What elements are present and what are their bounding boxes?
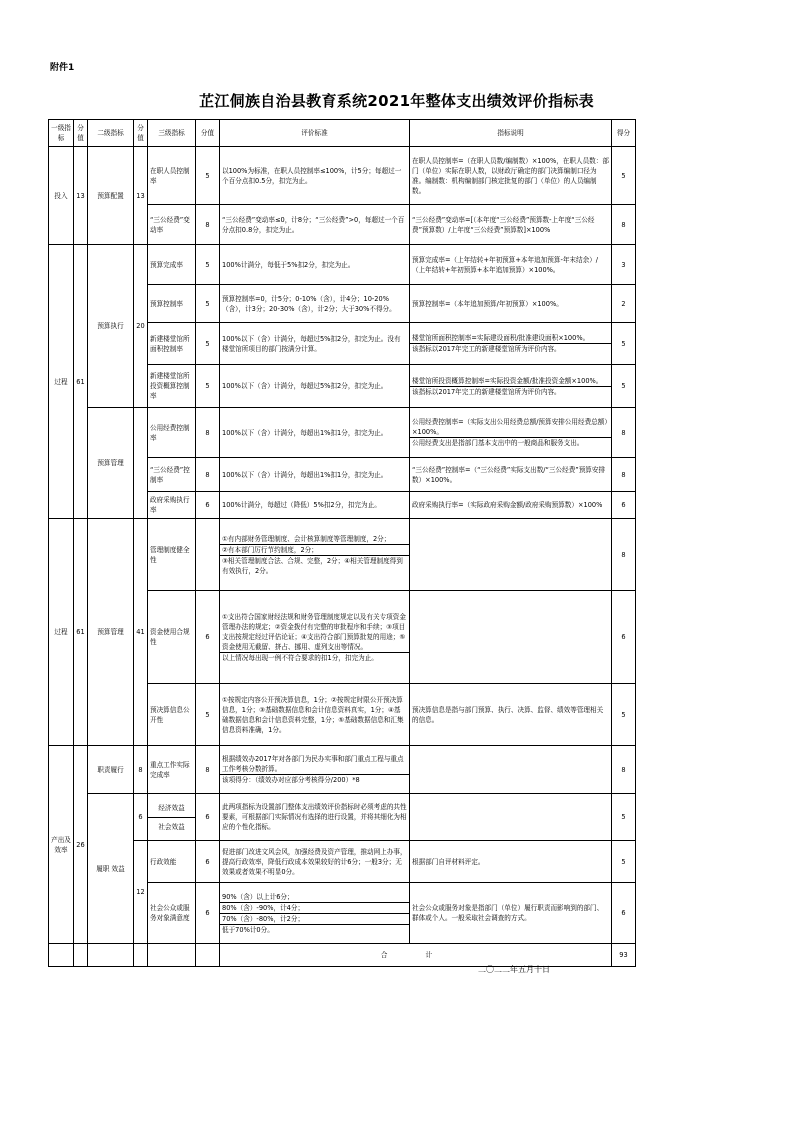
score-value: 8 [612, 205, 636, 245]
indicator-name: 政府采购执行率 [148, 492, 196, 519]
indicator-name: 在职人员控制率 [148, 147, 196, 205]
score-value: 8 [612, 458, 636, 492]
explain-text: 在职人员控制率=（在职人员数/编制数）×100%，在职人员数：部门（单位）实际在职人数，以财政厅确定的部门决算编制口径为准。编制数：机构编制部门核定批复的部门（单位）的人员编制数。 [410, 147, 612, 205]
criteria-line: 80%（含）-90%，计4分； [222, 903, 305, 912]
explain-line: 楼堂馆所投资概算控制率=实际投资金额/批准投资金额×100%。 [412, 376, 603, 385]
criteria-text [220, 591, 410, 684]
score-value: 6 [612, 492, 636, 519]
header-row [49, 120, 636, 147]
indicator-name: 资金使用合规性 [148, 591, 196, 684]
explain-text [410, 365, 612, 408]
indicator-score: 6 [196, 841, 220, 883]
header-criteria: 评价标准 [220, 120, 410, 147]
l2-perf: 履职 效益 [88, 794, 134, 944]
score-value: 5 [612, 365, 636, 408]
l2-budget-mgmt-score: 41 [134, 519, 148, 746]
criteria-line: 根据绩效办2017年对各部门为民办实事和部门重点工程与重点工作考核分数折算。 [222, 755, 404, 773]
criteria-line: ②有本部门厉行节约制度，2分； [222, 545, 318, 554]
explain-line: 楼堂馆所面积控制率=实际建设面积/批准建设面积×100%。 [412, 334, 590, 342]
indicator-score [196, 519, 220, 591]
l2-perf-score: 12 [134, 841, 148, 944]
criteria-line: ③相关管理制度合法、合规、完整，2分；④相关管理制度得到有效执行，2分。 [222, 556, 403, 575]
indicator-line: 经济效益 [158, 803, 185, 812]
score-value: 5 [612, 147, 636, 205]
group-input: 投入 [49, 147, 74, 245]
criteria-text: 促进部门改进文风会风，加强经费及资产管理，推动网上办事，提高行政效率，降低行政成本效果较好的计6分；一般3分；无效果或者效果不明显0分。 [220, 841, 410, 883]
indicator-score: 5 [196, 684, 220, 746]
criteria-line: 70%（含）-80%，计2分； [222, 914, 305, 923]
header-l2: 二级指标 [88, 120, 134, 147]
empty-cell [49, 944, 74, 967]
explain-text: 预决算信息是指与部门预算、执行、决算、监督、绩效等管理相关的信息。 [410, 684, 612, 746]
score-value: 5 [612, 841, 636, 883]
score-value: 6 [612, 883, 636, 944]
criteria-text: 100%以下（含）计满分，每超出1%扣1分，扣完为止。 [220, 458, 410, 492]
l2-budget-mgmt-score [134, 408, 148, 519]
cell-divider [148, 817, 195, 818]
l2-budget-config: 预算配置 [88, 147, 134, 245]
explain-text [410, 794, 612, 841]
table-row [49, 519, 636, 591]
indicator-name: 行政效能 [148, 841, 196, 883]
group-output-score: 26 [74, 746, 88, 944]
indicator-name: 社会公众或服务对象满意度 [148, 883, 196, 944]
explain-text: “三公经费”控制率=（“三公经费”实际支出数/“三公经费”预算安排数）×100%。 [410, 458, 612, 492]
empty-cell [88, 944, 134, 967]
explain-line: 该指标以2017年完工的新建楼堂馆所为评价内容。 [412, 345, 561, 353]
criteria-line: 该项得分：（绩效办对应部分考核得分/200）*8 [222, 776, 360, 784]
explain-line: 该指标以2017年完工的新建楼堂馆所为评价内容。 [412, 387, 561, 396]
header-l3-score: 分值 [196, 120, 220, 147]
indicator-name: 预决算信息公开性 [148, 684, 196, 746]
criteria-line: 90%（含）以上计6分； [222, 892, 294, 901]
indicator-table [48, 119, 636, 967]
indicator-score: 6 [196, 794, 220, 841]
explain-text [410, 519, 612, 591]
explain-line: 公用经费支出是指部门基本支出中的一般商品和服务支出。 [412, 439, 584, 447]
l2-duty-score: 8 [134, 746, 148, 794]
score-value: 2 [612, 285, 636, 323]
score-value: 8 [612, 408, 636, 458]
empty-cell [134, 944, 148, 967]
header-l1-score: 分值 [74, 120, 88, 147]
indicator-name: “三公经费”控制率 [148, 458, 196, 492]
score-value: 6 [612, 591, 636, 684]
criteria-text: ①按规定内容公开预决算信息，1分；②按规定时限公开预决算信息，1分；③基础数据信息和会计信息资料真实，1分；④基础数据信息和会计信息资料完整，1分；⑤基础数据信息和汇集信息资料准确，1分。 [220, 684, 410, 746]
explain-text [410, 591, 612, 684]
l2-budget-exec: 预算执行 [88, 245, 134, 408]
indicator-score: 5 [196, 245, 220, 285]
criteria-text: 此两项指标为设置部门整体支出绩效评价指标时必须考虑的共性要素，可根据部门实际情况有选择的进行设置，并将其细化为相应的个性化指标。 [220, 794, 410, 841]
criteria-text [220, 519, 410, 591]
indicator-score: 6 [196, 591, 220, 684]
attachment-label: 附件1 [50, 63, 75, 73]
criteria-line: 以上情况每出现一例不符合要求的扣1分，扣完为止。 [222, 653, 378, 662]
criteria-text: 以100%为标准，在职人员控制率≤100%，计5分；每超过一个百分点扣0.5分，扣完为止。 [220, 147, 410, 205]
table-row [49, 841, 636, 883]
criteria-text: 100%计满分，每低于5%扣2分，扣完为止。 [220, 245, 410, 285]
header-score: 得分 [612, 120, 636, 147]
group-output: 产出及效率 [49, 746, 74, 944]
indicator-score: 6 [196, 883, 220, 944]
score-value: 8 [612, 746, 636, 794]
score-value: 5 [612, 794, 636, 841]
l2-duty: 职责履行 [88, 746, 134, 794]
indicator-score: 5 [196, 323, 220, 365]
total-value: 93 [612, 944, 636, 967]
explain-text [410, 746, 612, 794]
indicator-line: 社会效益 [158, 822, 185, 831]
explain-text: “三公经费”变动率=[（本年度“三公经费”预算数-上年度“三公经费”预算数）/上年度“三公经费”预算数]×100% [410, 205, 612, 245]
indicator-score: 8 [196, 205, 220, 245]
indicator-name: 管理制度健全性 [148, 519, 196, 591]
indicator-name: 公用经费控制率 [148, 408, 196, 458]
indicator-score: 8 [196, 408, 220, 458]
criteria-text: “三公经费”变动率≤0，计8分；“三公经费”>0，每超过一个百分点扣0.8分，扣完为止。 [220, 205, 410, 245]
header-explain: 指标说明 [410, 120, 612, 147]
group-process: 过程 [49, 245, 74, 519]
explain-text: 预算完成率=（上年结转+年初预算+本年追加预算-年末结余）/（上年结转+年初预算+本年追加预算）×100%。 [410, 245, 612, 285]
table-row [49, 794, 636, 841]
table-row [49, 245, 636, 285]
explain-text: 根据部门自评材料评定。 [410, 841, 612, 883]
criteria-line: 低于70%计0分。 [222, 925, 274, 934]
indicator-score: 5 [196, 365, 220, 408]
score-value: 3 [612, 245, 636, 285]
criteria-text: 预算控制率=0，计5分；0-10%（含），计4分；10-20%（含），计3分；20-30%（含），计2分；大于30%不得分。 [220, 285, 410, 323]
empty-cell [148, 944, 196, 967]
empty-cell [74, 944, 88, 967]
group-input-score: 13 [74, 147, 88, 245]
table-row [49, 746, 636, 794]
score-value: 5 [612, 323, 636, 365]
explain-text [410, 408, 612, 458]
explain-text: 政府采购执行率=（实际政府采购金额/政府采购预算数）×100% [410, 492, 612, 519]
criteria-text: 100%以下（含）计满分，每超过5%扣2分，扣完为止。 [220, 365, 410, 408]
indicator-score: 8 [196, 458, 220, 492]
criteria-text: 100%计满分，每超过（降低）5%扣2分，扣完为止。 [220, 492, 410, 519]
header-l3: 三级指标 [148, 120, 196, 147]
group-process-score: 61 [74, 245, 88, 519]
criteria-text [220, 746, 410, 794]
criteria-text [220, 883, 410, 944]
group-process: 过程 [49, 519, 74, 746]
table-row [49, 147, 636, 205]
header-l1: 一级指标 [49, 120, 74, 147]
indicator-score: 5 [196, 285, 220, 323]
total-label: 合 计 [220, 944, 612, 967]
indicator-score: 8 [196, 746, 220, 794]
criteria-text: 100%以下（含）计满分，每超出1%扣1分，扣完为止。 [220, 408, 410, 458]
group-process-score: 61 [74, 519, 88, 746]
indicator-name [148, 794, 196, 841]
indicator-score: 5 [196, 147, 220, 205]
explain-text: 预算控制率=（本年追加预算/年初预算）×100%。 [410, 285, 612, 323]
l2-budget-mgmt: 预算管理 [88, 408, 134, 519]
criteria-text: 100%以下（含）计满分，每超过5%扣2分，扣完为止。没有楼堂馆所项目的部门按满分计算。 [220, 323, 410, 365]
criteria-line: ①支出符合国家财经法规和财务管理制度规定以及有关专项资金管理办法的规定；②资金拨付有完整的审批程序和手续；③项目支出按规定经过评估论证；④支出符合部门预算批复的用途；⑤资金使用无截留、挤占、挪用、虚列支出等情况。 [222, 612, 406, 651]
indicator-score: 6 [196, 492, 220, 519]
document-date: 二〇二二年五月十日 [478, 965, 550, 974]
indicator-name: “三公经费”变动率 [148, 205, 196, 245]
page-title: 芷江侗族自治县教育系统2021年整体支出绩效评价指标表 [199, 92, 594, 110]
l2-perf-score: 6 [134, 794, 148, 841]
indicator-name: 新建楼堂馆所投资概算控制率 [148, 365, 196, 408]
indicator-name: 重点工作实际完成率 [148, 746, 196, 794]
explain-text: 社会公众或服务对象是指部门（单位）履行职责而影响到的部门、群体或个人。一般采取社会调查的方式。 [410, 883, 612, 944]
score-value: 5 [612, 684, 636, 746]
l2-budget-exec-score: 20 [134, 245, 148, 408]
l2-budget-mgmt: 预算管理 [88, 519, 134, 746]
indicator-name: 预算控制率 [148, 285, 196, 323]
criteria-line: ①有内部财务管理制度、会计核算制度等管理制度，2分； [222, 534, 391, 543]
score-value: 8 [612, 519, 636, 591]
indicator-name: 预算完成率 [148, 245, 196, 285]
indicator-name: 新建楼堂馆所面积控制率 [148, 323, 196, 365]
header-l2-score: 分值 [134, 120, 148, 147]
explain-line: 公用经费控制率=（实际支出公用经费总额/预算安排公用经费总额）×100%。 [412, 418, 608, 436]
empty-cell [196, 944, 220, 967]
table-row [49, 408, 636, 458]
explain-text [410, 323, 612, 365]
l2-budget-config-score: 13 [134, 147, 148, 245]
